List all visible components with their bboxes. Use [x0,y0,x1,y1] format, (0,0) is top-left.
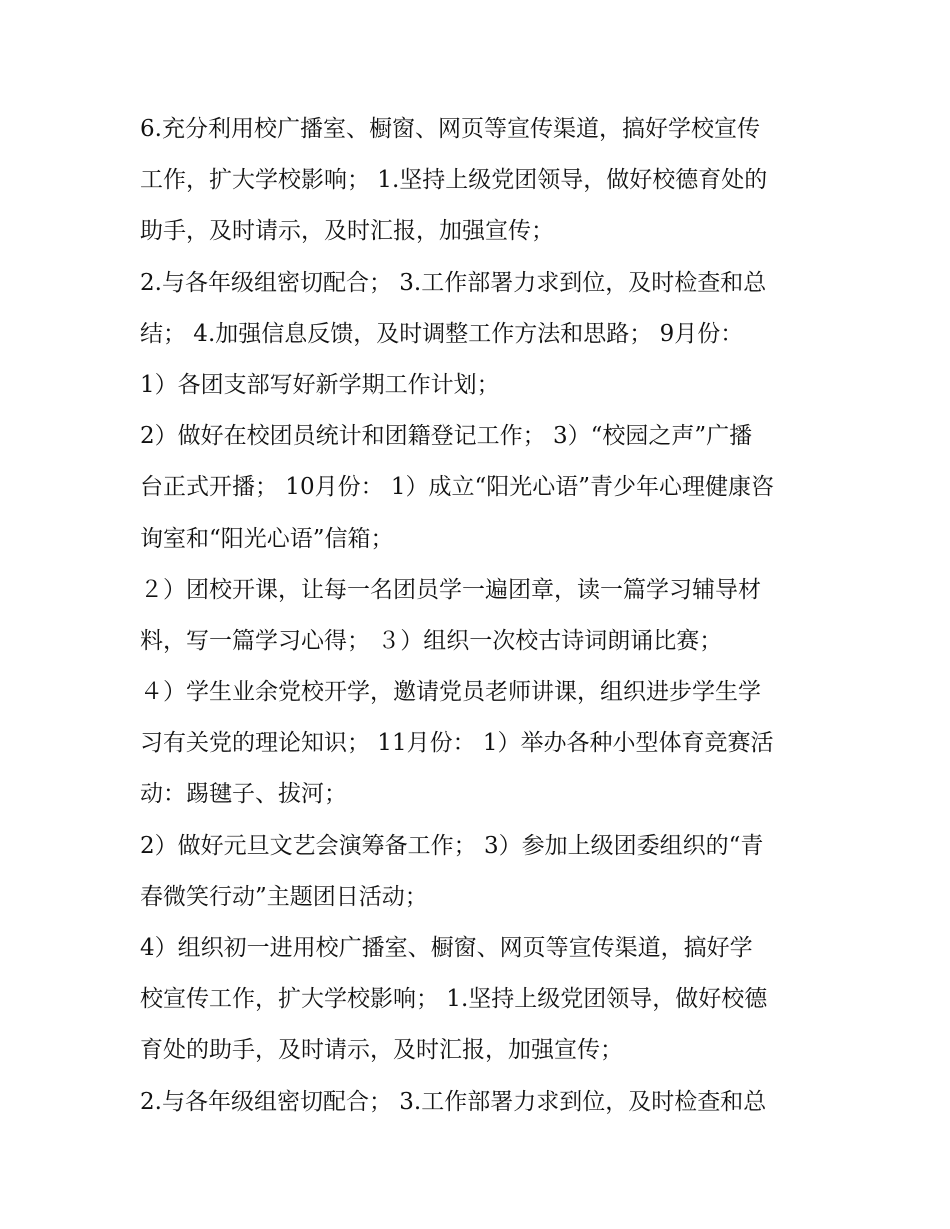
text-line: 料，写一篇学习心得； ３）组织一次校古诗词朗诵比赛； [140,627,723,654]
text-line: 工作，扩大学校影响； 1.坚持上级党团领导，做好校德育处的 [140,167,768,194]
text-line: 育处的助手，及时请示，及时汇报，加强宣传； [140,1037,623,1064]
text-line: 习有关党的理论知识； 11月份： 1）举办各种小型体育竞赛活 [140,730,774,757]
text-line: 结； 4.加强信息反馈，及时调整工作方法和思路； 9月份： [140,320,744,347]
text-line: 4）组织初一进用校广播室、橱窗、网页等宣传渠道，搞好学 [140,935,753,961]
text-line: 6.充分利用校广播室、橱窗、网页等宣传渠道，搞好学校宣传 [140,116,760,142]
text-line: 校宣传工作，扩大学校影响； 1.坚持上级党团领导，做好校德 [140,986,768,1013]
text-line: 2.与各年级组密切配合； 3.工作部署力求到位，及时检查和总 [140,269,767,296]
text-line: 1）各团支部写好新学期工作计划； [140,371,500,398]
text-line: 2.与各年级组密切配合； 3.工作部署力求到位，及时检查和总 [140,1088,767,1115]
text-line: 台正式开播； 10月份： 1）成立“阳光心语”青少年心理健康咨 [140,474,775,501]
text-line: 2）做好在校团员统计和团籍登记工作； 3）“校园之声”广播 [140,423,753,450]
text-line: 动：踢毽子、拔河； [140,781,347,808]
text-line: 询室和“阳光心语”信箱； [140,525,394,552]
text-line: ２）团校开课，让每一名团员学一遍团章，读一篇学习辅导材 [140,576,761,603]
text-line: ４）学生业余党校开学，邀请党员老师讲课，组织进步学生学 [140,679,761,706]
text-line: 2）做好元旦文艺会演筹备工作； 3）参加上级团委组织的“青 [140,832,764,859]
document-body [140,104,820,1128]
text-line: 助手，及时请示，及时汇报，加强宣传； [140,218,554,245]
text-line: 春微笑行动”主题团日活动； [140,883,428,910]
